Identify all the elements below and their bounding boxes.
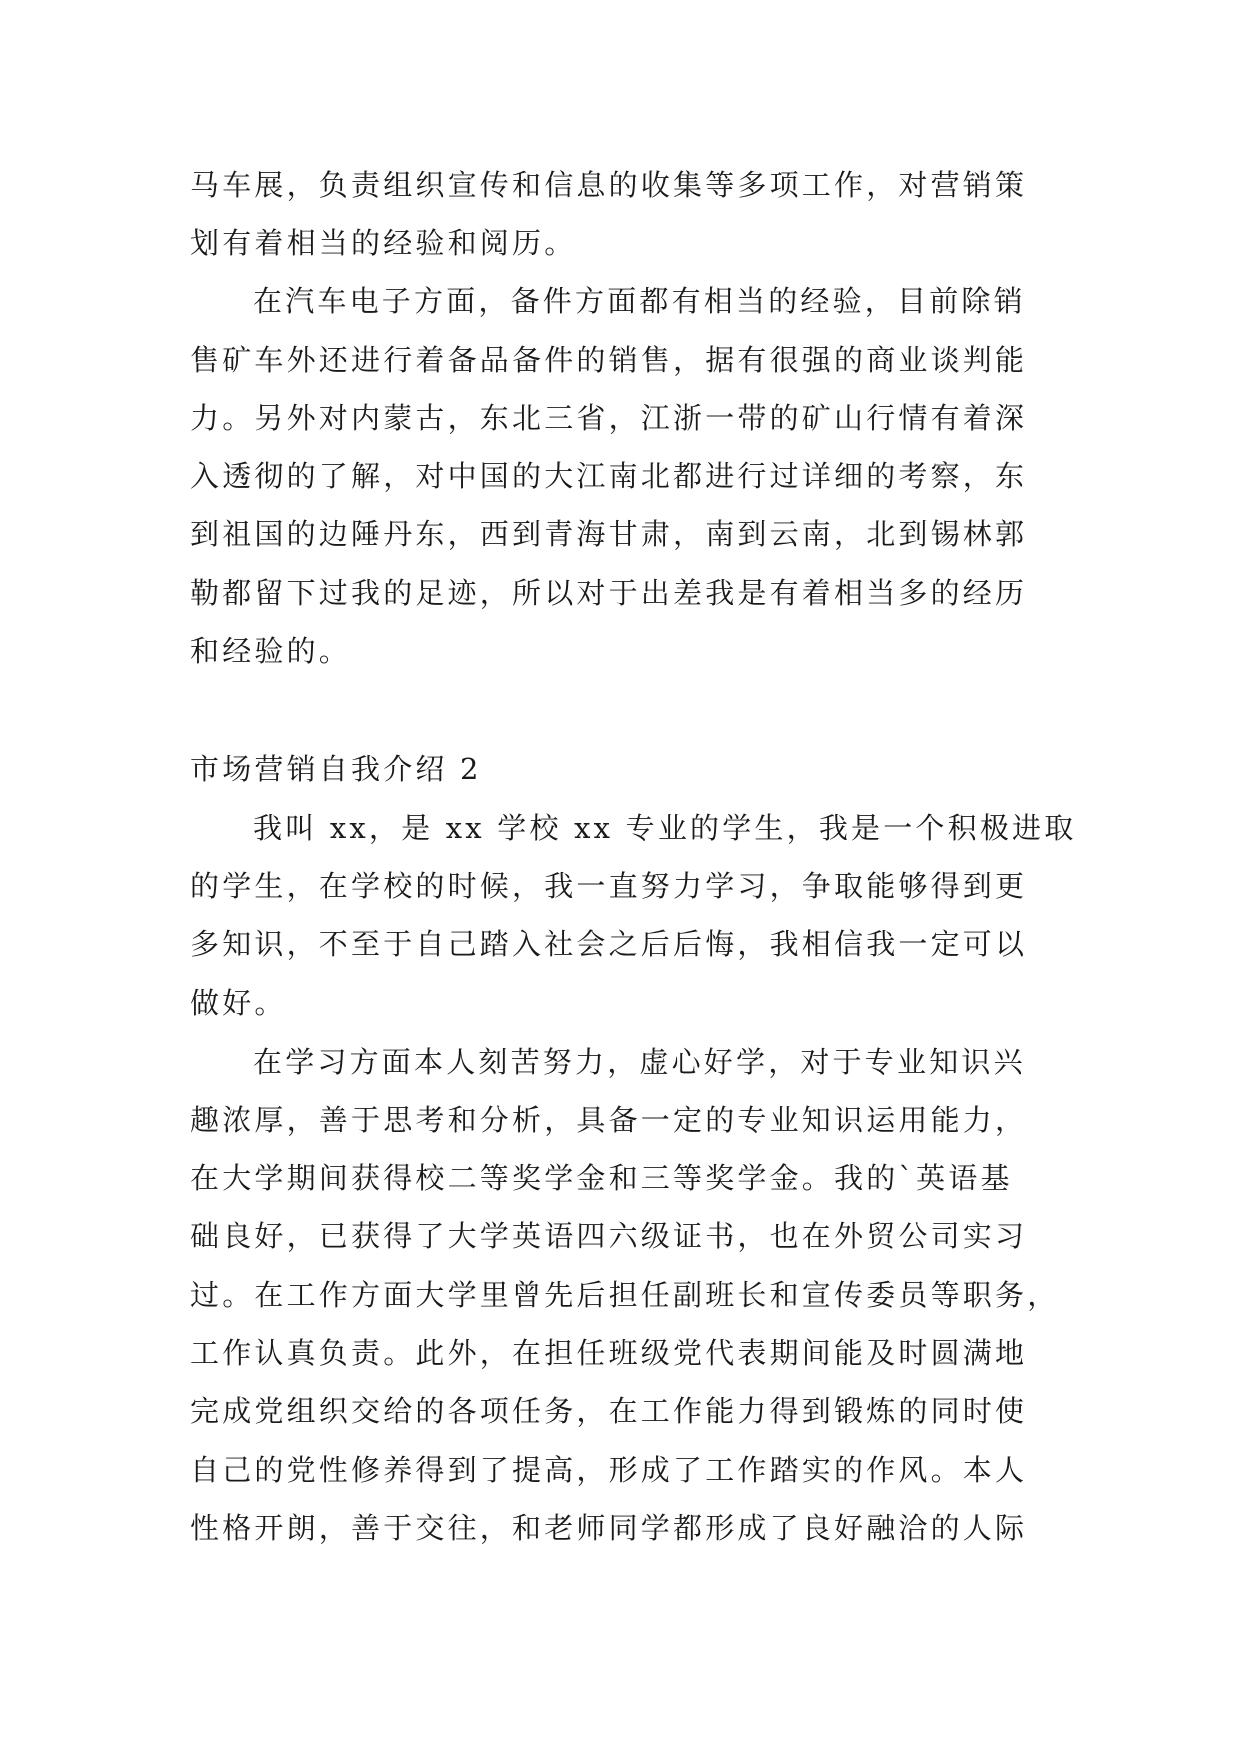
text-line: 勒都留下过我的足迹，所以对于出差我是有着相当多的经历	[190, 576, 1028, 610]
text-line: 的学生，在学校的时候，我一直努力学习，争取能够得到更	[190, 869, 1028, 903]
text-line: 力。另外对内蒙古，东北三省，江浙一带的矿山行情有着深	[190, 401, 1028, 435]
text-line: 马车展，负责组织宣传和信息的收集等多项工作，对营销策	[190, 168, 1028, 202]
section-heading: 市场营销自我介绍 2	[190, 752, 482, 786]
text-line: 自己的党性修养得到了提高，形成了工作踏实的作风。本人	[190, 1453, 1028, 1487]
text-line: 在大学期间获得校二等奖学金和三等奖学金。我的`英语基	[190, 1161, 1013, 1195]
text-line: 和经验的。	[190, 634, 352, 668]
text-line: 我叫 xx，是 xx 学校 xx 专业的学生，我是一个积极进取	[253, 811, 1077, 845]
text-line: 划有着相当的经验和阅历。	[190, 226, 577, 260]
text-line: 趣浓厚，善于思考和分析，具备一定的专业知识运用能力，	[190, 1103, 1028, 1137]
text-line: 入透彻的了解，对中国的大江南北都进行过详细的考察，东	[190, 459, 1028, 493]
text-line: 完成党组织交给的各项任务，在工作能力得到锻炼的同时使	[190, 1394, 1028, 1428]
text-line: 在学习方面本人刻苦努力，虚心好学，对于专业知识兴	[253, 1045, 1026, 1079]
text-line: 多知识，不至于自己踏入社会之后后悔，我相信我一定可以	[190, 927, 1028, 961]
text-line: 工作认真负责。此外，在担任班级党代表期间能及时圆满地	[190, 1336, 1028, 1370]
text-line: 做好。	[190, 986, 287, 1020]
text-line: 售矿车外还进行着备品备件的销售，据有很强的商业谈判能	[190, 343, 1028, 377]
text-line: 础良好，已获得了大学英语四六级证书，也在外贸公司实习	[190, 1219, 1028, 1253]
text-line: 过。在工作方面大学里曾先后担任副班长和宣传委员等职务，	[190, 1278, 1060, 1312]
text-line: 到祖国的边陲丹东，西到青海甘肃，南到云南，北到锡林郭	[190, 517, 1028, 551]
text-line: 性格开朗，善于交往，和老师同学都形成了良好融洽的人际	[190, 1511, 1028, 1545]
text-line: 在汽车电子方面，备件方面都有相当的经验，目前除销	[253, 284, 1026, 318]
